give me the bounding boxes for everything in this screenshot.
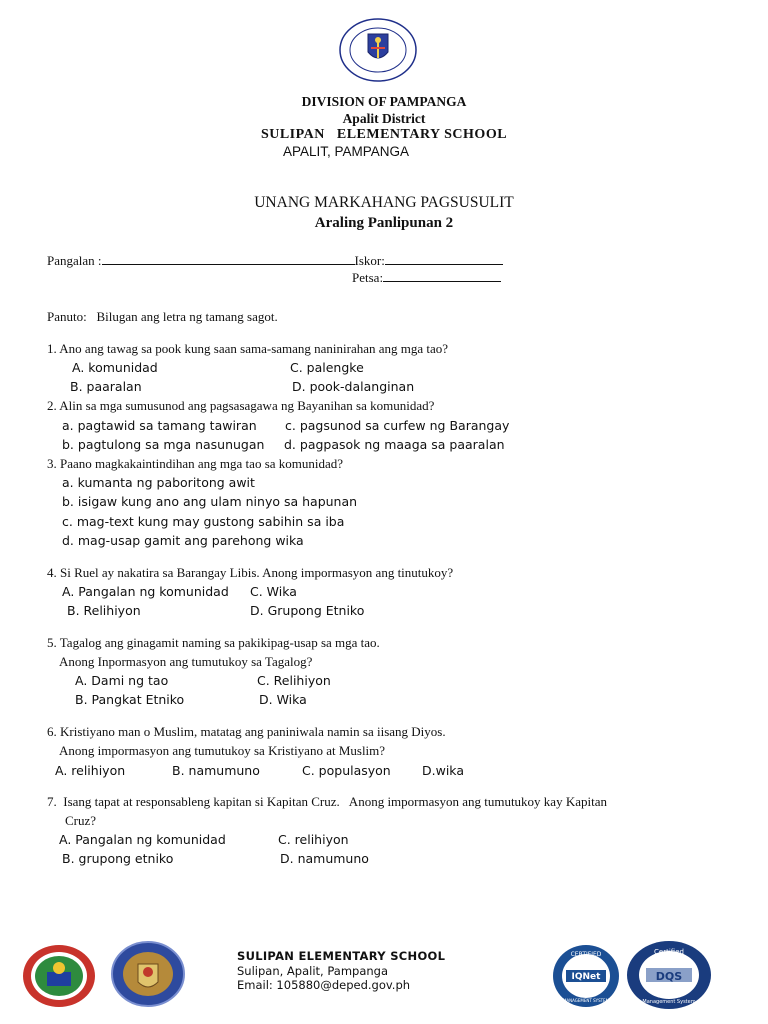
q7-choice-a[interactable]: A. Pangalan ng komunidad (59, 832, 226, 847)
location-heading: APALIT, PAMPANGA (283, 144, 410, 159)
school-logo (110, 940, 186, 1008)
dqs-certification-badge (626, 940, 712, 1010)
deped-seal (338, 18, 418, 82)
question-7-line-2: Cruz? (65, 813, 97, 828)
q5-choice-c[interactable]: C. Relihiyon (257, 673, 331, 688)
iqnet-bottom-text: MANAGEMENT SYSTEM (562, 998, 610, 1003)
q1-choice-a[interactable]: A. komunidad (72, 360, 158, 375)
q5-choice-d[interactable]: D. Wika (259, 692, 307, 707)
q5-choice-a[interactable]: A. Dami ng tao (75, 673, 169, 688)
question-7: 7. Isang tapat at responsableng kapitan si Kapitan Cruz. Anong impormasyon ang tumutukoy kay Kapitan (47, 794, 607, 809)
q6-choice-a[interactable]: A. relihiyon (55, 763, 126, 778)
division-logo (22, 944, 96, 1008)
dqs-top-text: Certified (654, 948, 684, 956)
q1-choice-d[interactable]: D. pook-dalanginan (292, 379, 415, 394)
question-3: 3. Paano magkakaintindihan ang mga tao sa komunidad? (47, 456, 344, 471)
footer-address: Sulipan, Apalit, Pampanga (237, 964, 388, 978)
q2-choice-c[interactable]: c. pagsunod sa curfew ng Barangay (285, 418, 510, 433)
q7-choice-c[interactable]: C. relihiyon (278, 832, 349, 847)
q7-choice-b[interactable]: B. grupong etniko (62, 851, 174, 866)
name-field[interactable] (47, 253, 503, 269)
question-6-line-2: Anong impormasyon ang tumutukoy sa Kristiyano at Muslim? (59, 743, 386, 758)
q2-choice-b[interactable]: b. pagtulong sa mga nasunugan (62, 437, 265, 452)
name-blank[interactable] (102, 253, 355, 265)
dqs-bottom-text: Management System (642, 999, 696, 1005)
q4-choice-c[interactable]: C. Wika (250, 584, 297, 599)
score-label: Iskor: (354, 253, 385, 268)
q3-choice-c[interactable]: c. mag-text kung may gustong sabihin sa iba (62, 514, 345, 529)
date-field[interactable] (352, 270, 501, 286)
iqnet-mid-text: IQNet (571, 972, 601, 982)
instructions: Panuto: Bilugan ang letra ng tamang sagot. (47, 309, 278, 324)
q6-choice-d[interactable]: D.wika (422, 763, 464, 778)
question-5: 5. Tagalog ang ginagamit naming sa pakikipag-usap sa mga tao. (47, 635, 380, 650)
q3-choice-a[interactable]: a. kumanta ng paboritong awit (62, 475, 255, 490)
exam-subject: Araling Panlipunan 2 (314, 215, 454, 231)
iqnet-top-text: CERTIFIED (570, 951, 602, 958)
q6-choice-c[interactable]: C. populasyon (302, 763, 391, 778)
name-label: Pangalan : (47, 253, 102, 268)
q4-choice-b[interactable]: B. Relihiyon (67, 603, 141, 618)
q1-choice-c[interactable]: C. palengke (290, 360, 364, 375)
q7-choice-d[interactable]: D. namumuno (280, 851, 369, 866)
question-2: 2. Alin sa mga sumusunod ang pagsasagawa ng Bayanihan sa komunidad? (47, 398, 435, 413)
school-heading: SULIPAN ELEMENTARY SCHOOL (260, 127, 508, 142)
footer-email[interactable]: Email: 105880@deped.gov.ph (237, 978, 411, 992)
district-heading: Apalit District (342, 111, 426, 126)
q3-choice-d[interactable]: d. mag-usap gamit ang parehong wika (62, 533, 304, 548)
question-6: 6. Kristiyano man o Muslim, matatag ang paniniwala namin sa iisang Diyos. (47, 724, 446, 739)
question-5-line-2: Anong Inpormasyon ang tumutukoy sa Tagalog? (59, 654, 313, 669)
q2-choice-d[interactable]: d. pagpasok ng maaga sa paaralan (284, 437, 505, 452)
iqnet-certification-badge (552, 944, 620, 1008)
question-1: 1. Ano ang tawag sa pook kung saan sama-samang naninirahan ang mga tao? (47, 341, 449, 356)
q2-choice-a[interactable]: a. pagtawid sa tamang tawiran (62, 418, 257, 433)
q4-choice-a[interactable]: A. Pangalan ng komunidad (62, 584, 229, 599)
q6-choice-b[interactable]: B. namumuno (172, 763, 260, 778)
q4-choice-d[interactable]: D. Grupong Etniko (250, 603, 365, 618)
q1-choice-b[interactable]: B. paaralan (70, 379, 142, 394)
score-blank[interactable] (385, 253, 503, 265)
question-4: 4. Si Ruel ay nakatira sa Barangay Libis. Anong impormasyon ang tinutukoy? (47, 565, 454, 580)
division-heading: DIVISION OF PAMPANGA (301, 94, 467, 109)
q5-choice-b[interactable]: B. Pangkat Etniko (75, 692, 185, 707)
exam-title: UNANG MARKAHANG PAGSUSULIT (254, 194, 514, 211)
q3-choice-b[interactable]: b. isigaw kung ano ang ulam ninyo sa hapunan (62, 494, 358, 509)
date-blank[interactable] (383, 270, 501, 282)
date-label: Petsa: (352, 270, 384, 285)
dqs-mid-text: DQS (655, 970, 683, 983)
footer-school-name: SULIPAN ELEMENTARY SCHOOL (237, 949, 446, 963)
